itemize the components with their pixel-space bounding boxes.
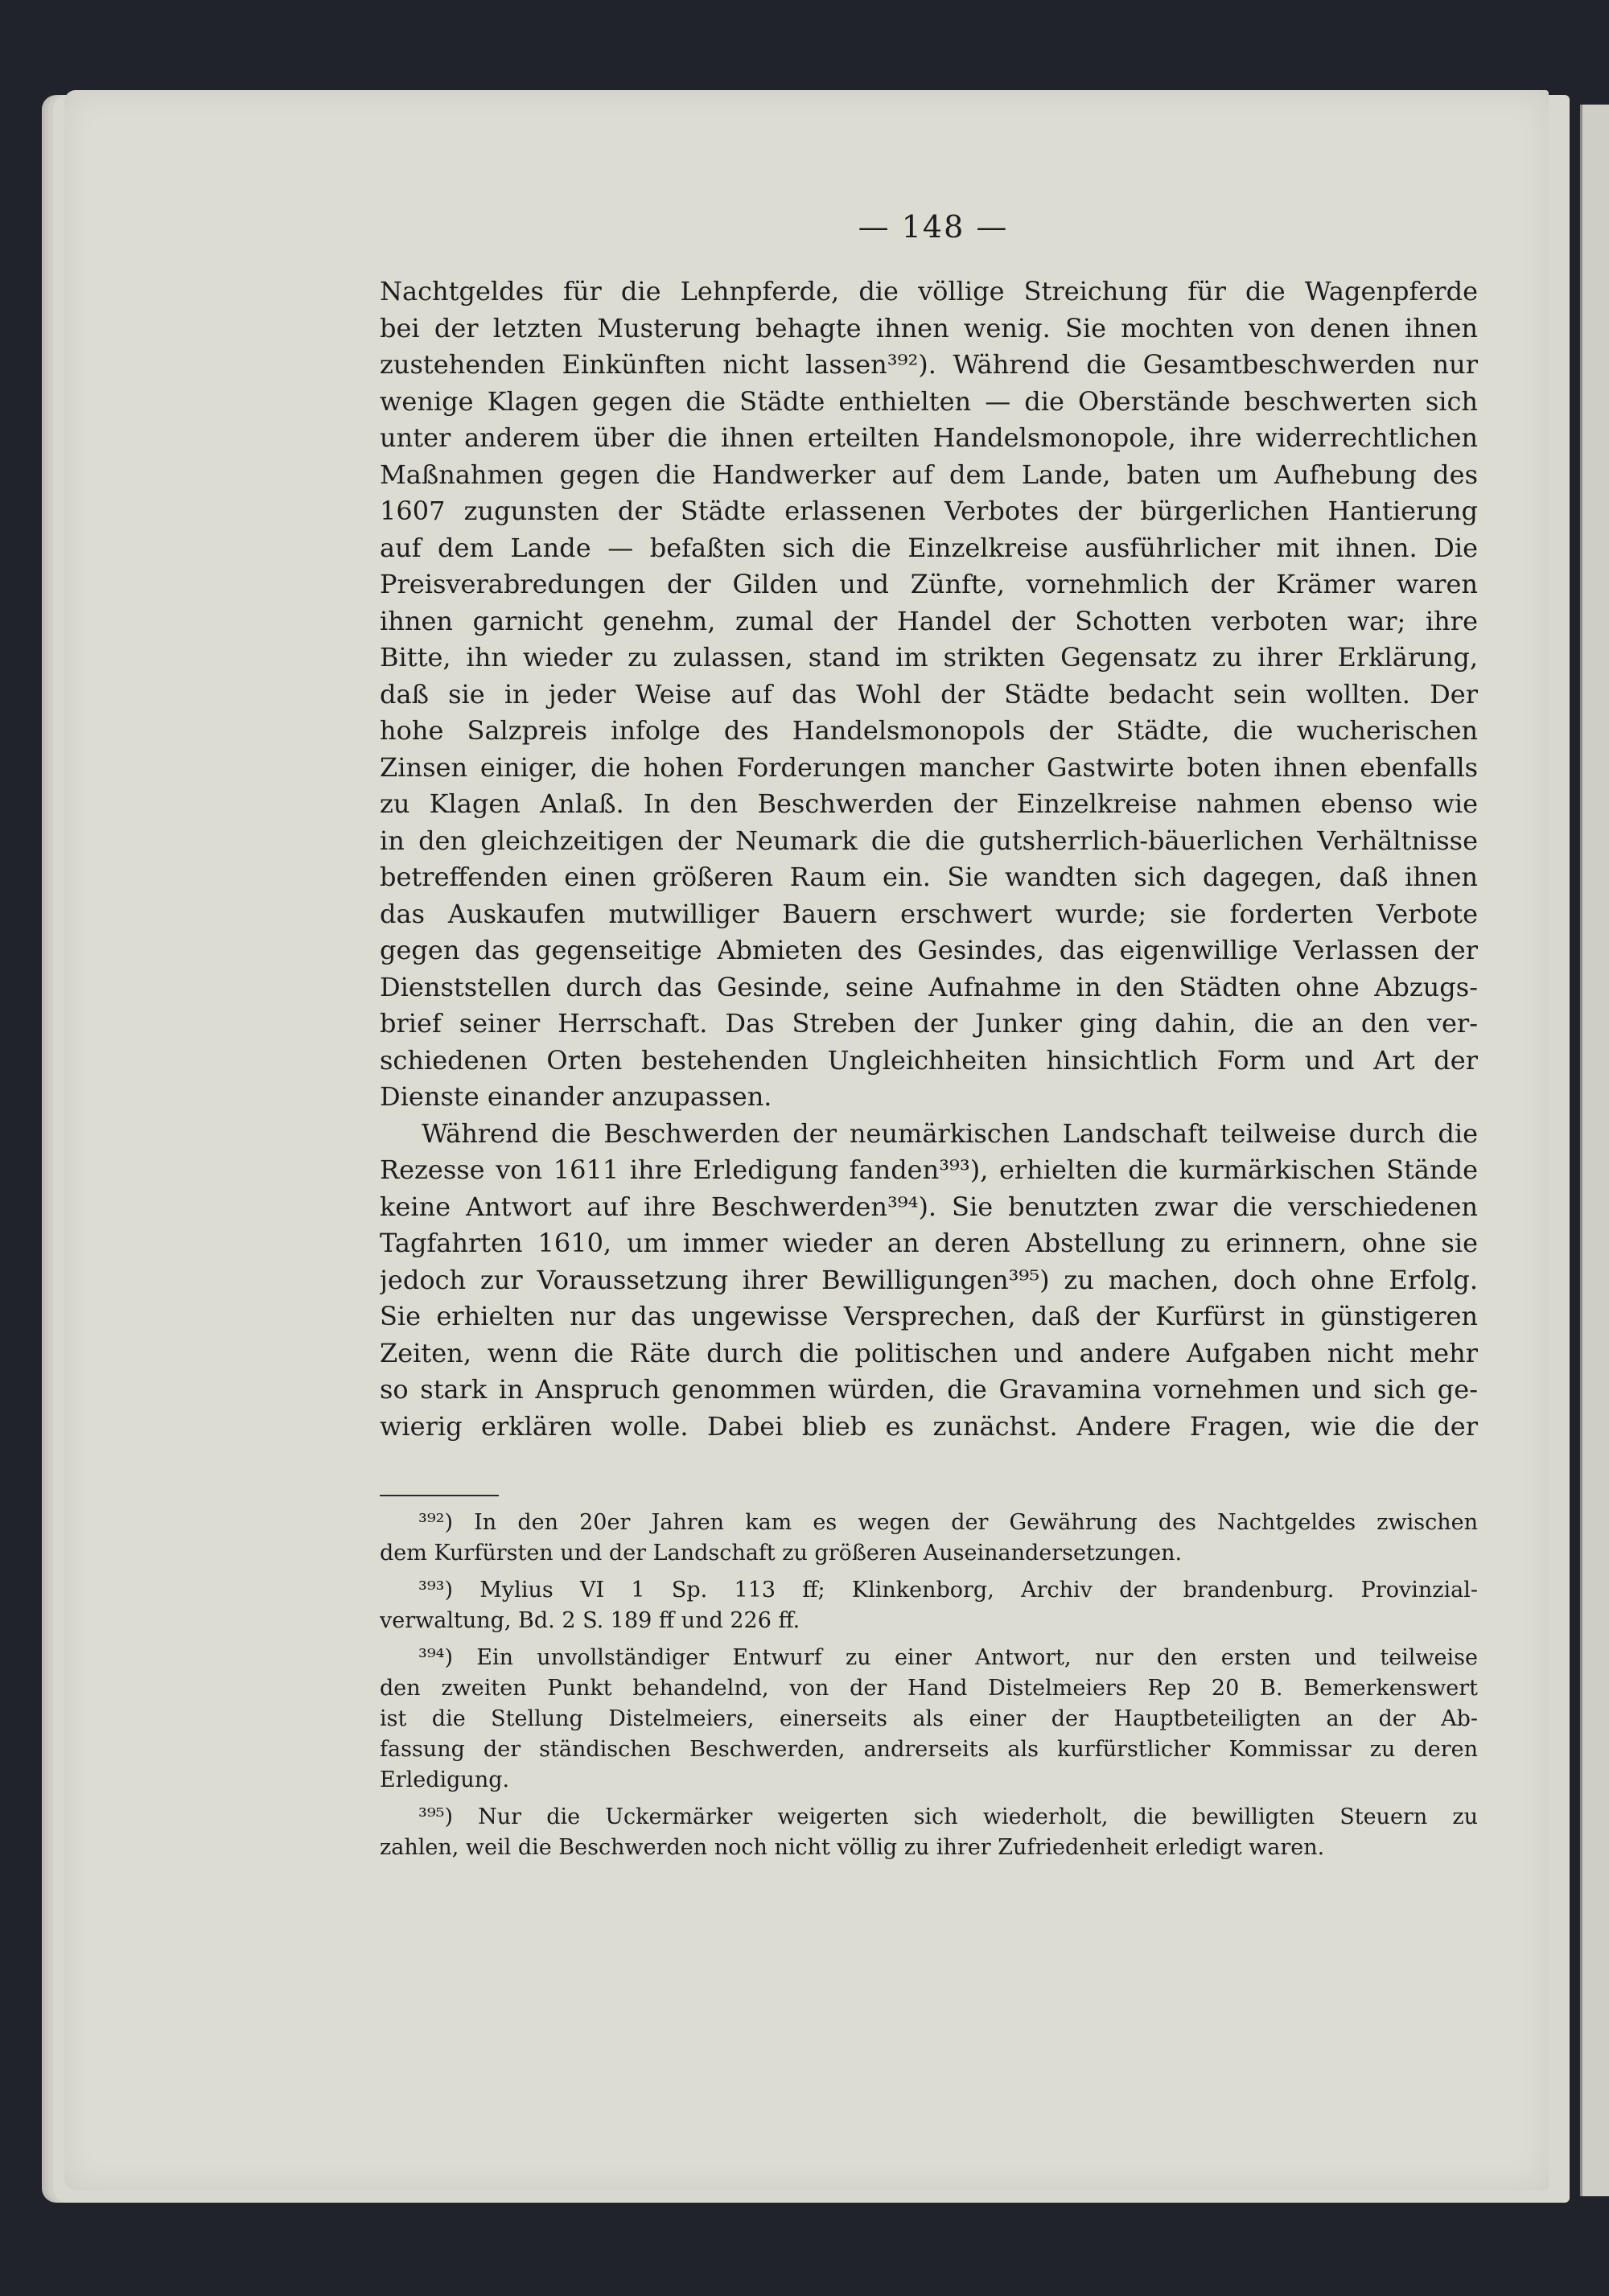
page-number: — 148 —: [858, 209, 1009, 245]
text-line: Während die Beschwerden der neumärkischen Landschaft teilweise durch die: [422, 1117, 1478, 1149]
text-line: Bitte, ihn wieder zu zulassen, stand im strikten Gegensatz zu ihrer Erklärung,: [380, 642, 1478, 673]
footnote-394-line: ist die Stellung Distelmeiers, einerseits als einer der Hauptbeteiligten an der Ab-: [380, 1706, 1478, 1731]
text-line: zu Klagen Anlaß. In den Beschwerden der Einzelkreise nahmen ebenso wie: [380, 788, 1478, 819]
adjacent-page-edge: [1580, 105, 1609, 2196]
text-line: hohe Salzpreis infolge des Handelsmonopols der Städte, die wucherischen: [380, 715, 1478, 746]
text-line: bei der letzten Musterung behagte ihnen wenig. Sie mochten von denen ihnen: [380, 312, 1478, 344]
footnote-395-line: ³⁹⁵) Nur die Uckermärker weigerten sich wiederholt, die bewilligten Steuern zu: [418, 1804, 1478, 1829]
text-line: wierig erklären wolle. Dabei blieb es zunächst. Andere Fragen, wie die der: [380, 1410, 1478, 1442]
text-line: schiedenen Orten bestehenden Ungleichheiten hinsichtlich Form und Art der: [380, 1044, 1478, 1076]
main-text: [380, 274, 1478, 1445]
text-line: wenige Klagen gegen die Städte enthielten — die Oberstände beschwerten sich: [380, 385, 1478, 417]
text-line: ihnen garnicht genehm, zumal der Handel der Schotten verboten war; ihre: [380, 605, 1478, 636]
text-line: Sie erhielten nur das ungewisse Versprechen, daß der Kurfürst in günstigeren: [380, 1301, 1478, 1331]
text-line: unter anderem über die ihnen erteilten Handelsmonopole, ihre widerrechtlichen: [380, 422, 1478, 453]
text-line: brief seiner Herrschaft. Das Streben der Junker ging dahin, die an den ver-: [380, 1008, 1478, 1039]
text-line: betreffenden einen größeren Raum ein. Sie wandten sich dagegen, daß ihnen: [380, 862, 1478, 892]
footnote-395-line: zahlen, weil die Beschwerden noch nicht völlig zu ihrer Zufriedenheit erledigt waren.: [380, 1835, 1325, 1860]
footnote-393-line: verwaltung, Bd. 2 S. 189 ff und 226 ff.: [380, 1608, 800, 1633]
text-line: 1607 zugunsten der Städte erlassenen Verbotes der bürgerlichen Hantierung: [380, 496, 1478, 526]
footnote-394-line: fassung der ständischen Beschwerden, andrerseits als kurfürstlicher Kommissar zu deren: [380, 1737, 1478, 1762]
text-line: Dienste einander anzupassen.: [380, 1081, 772, 1112]
text-line: Zinsen einiger, die hohen Forderungen mancher Gastwirte boten ihnen ebenfalls: [380, 751, 1478, 783]
text-line: Maßnahmen gegen die Handwerker auf dem Lande, baten um Aufhebung des: [380, 459, 1478, 490]
text-line: auf dem Lande — befaßten sich die Einzelkreise ausführlicher mit ihnen. Die: [380, 532, 1478, 563]
footnote-394-line: Erledigung.: [380, 1767, 510, 1792]
text-line: Dienststellen durch das Gesinde, seine Aufnahme in den Städten ohne Abzugs-: [380, 971, 1478, 1002]
text-line: daß sie in jeder Weise auf das Wohl der Städte bedacht sein wollten. Der: [380, 678, 1478, 710]
text-line: jedoch zur Voraussetzung ihrer Bewilligungen³⁹⁵) zu machen, doch ohne Erfolg.: [380, 1264, 1478, 1295]
text-line: in den gleichzeitigen der Neumark die die gutsherrlich-bäuerlichen Verhältnisse: [380, 825, 1478, 856]
footnote-394-line: den zweiten Punkt behandelnd, von der Hand Distelmeiers Rep 20 B. Bemerkenswert: [380, 1676, 1478, 1701]
footnotes: [380, 1508, 1478, 1863]
text-line: keine Antwort auf ihre Beschwerden³⁹⁴). Sie benutzten zwar die verschiedenen: [380, 1191, 1478, 1222]
footnote-392-line: ³⁹²) In den 20er Jahren kam es wegen der Gewährung des Nachtgeldes zwischen: [418, 1510, 1478, 1535]
footnote-rule: [380, 1495, 499, 1496]
text-line: das Auskaufen mutwilliger Bauern erschwert wurde; sie forderten Verbote: [380, 898, 1478, 929]
text-line: gegen das gegenseitige Abmieten des Gesindes, das eigenwillige Verlassen der: [380, 935, 1478, 965]
footnote-393-line: ³⁹³) Mylius VI 1 Sp. 113 ff; Klinkenborg, Archiv der brandenburg. Provinzial-: [418, 1578, 1478, 1603]
text-line: Zeiten, wenn die Räte durch die politischen und andere Aufgaben nicht mehr: [380, 1337, 1478, 1368]
text-line: so stark in Anspruch genommen würden, die Gravamina vornehmen und sich ge-: [380, 1374, 1478, 1405]
text-line: Rezesse von 1611 ihre Erledigung fanden³⁹³), erhielten die kurmärkischen Stände: [380, 1154, 1478, 1185]
footnote-394-line: ³⁹⁴) Ein unvollständiger Entwurf zu einer Antwort, nur den ersten und teilweise: [418, 1645, 1478, 1670]
footnote-392-line: dem Kurfürsten und der Landschaft zu größeren Auseinandersetzungen.: [380, 1541, 1183, 1566]
text-line: Preisverabredungen der Gilden und Zünfte, vornehmlich der Krämer waren: [380, 569, 1478, 599]
text-line: zustehenden Einkünften nicht lassen³⁹²). Während die Gesamtbeschwerden nur: [380, 349, 1478, 380]
text-line: Nachtgeldes für die Lehnpferde, die völlige Streichung für die Wagenpferde: [380, 276, 1478, 307]
text-line: Tagfahrten 1610, um immer wieder an deren Abstellung zu erinnern, ohne sie: [380, 1228, 1478, 1258]
